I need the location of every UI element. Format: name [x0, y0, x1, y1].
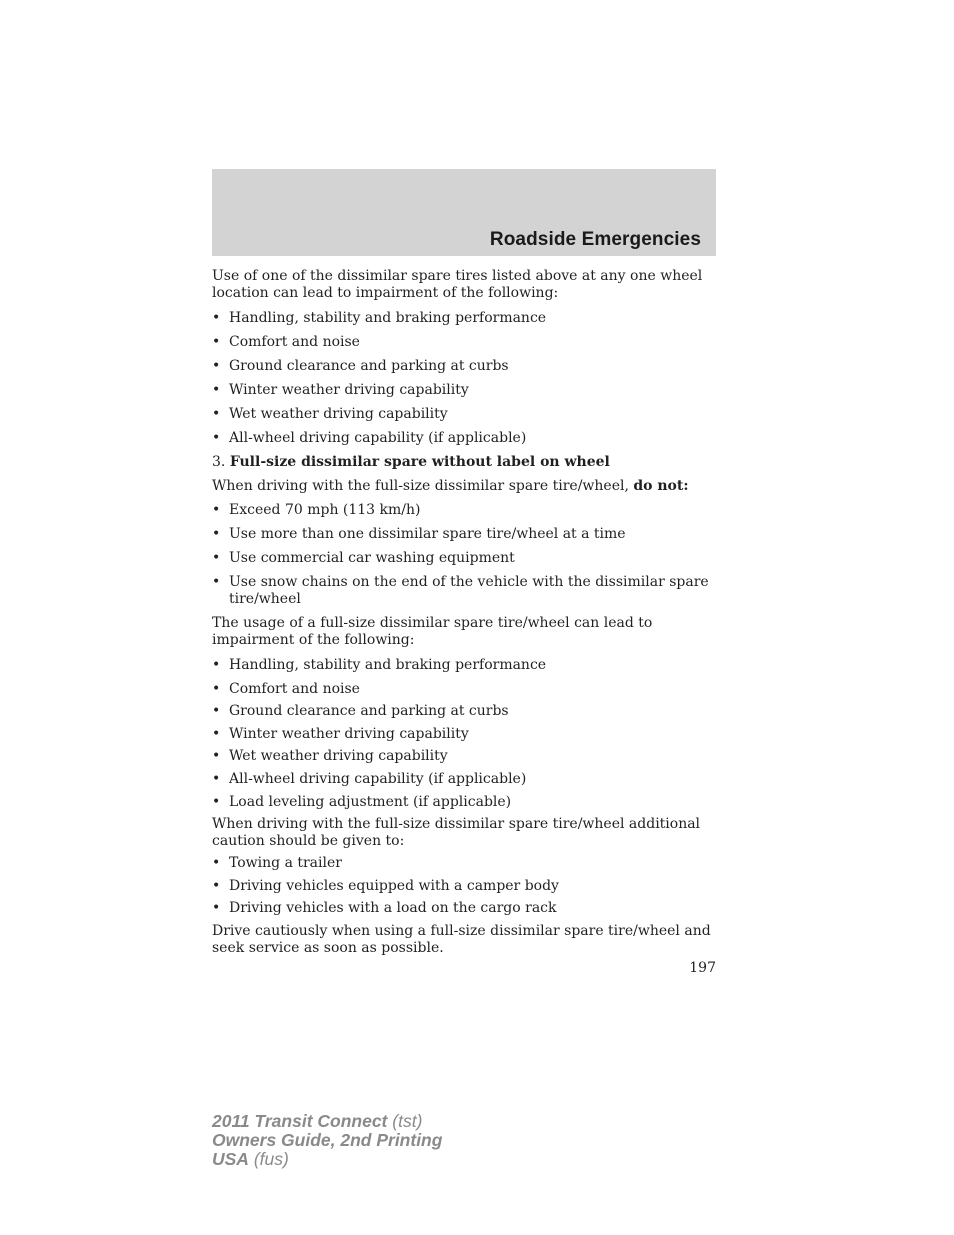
footer-line-1: 2011 Transit Connect (tst) — [212, 1111, 423, 1131]
bullet-icon: • — [212, 502, 221, 518]
bullet-icon: • — [212, 748, 221, 764]
footer-line-3: USA (fus) — [212, 1149, 289, 1169]
bullet-icon: • — [212, 657, 221, 673]
usage-line-2: impairment of the following: — [212, 632, 415, 648]
closing-line-2: seek service as soon as possible. — [212, 940, 444, 956]
closing-paragraph — [212, 923, 716, 957]
bullet-icon: • — [212, 900, 221, 916]
intro-line-1: Use of one of the dissimilar spare tires listed above at any one wheel — [212, 268, 703, 284]
caution-line-1: When driving with the full-size dissimilar spare tire/wheel additional — [212, 816, 701, 832]
usage-paragraph — [212, 615, 716, 649]
bullet-icon: • — [212, 526, 221, 542]
caution-line-2: caution should be given to: — [212, 833, 405, 849]
bullet-icon: • — [212, 726, 221, 742]
section-heading-text: Full-size dissimilar spare without label on wheel — [229, 454, 610, 470]
bullet-icon: • — [212, 574, 221, 590]
bullet-icon: • — [212, 334, 221, 350]
intro-line-2: location can lead to impairment of the following: — [212, 285, 559, 301]
bullet-icon: • — [212, 878, 221, 894]
closing-line-1: Drive cautiously when using a full-size dissimilar spare tire/wheel and — [212, 923, 711, 939]
intro-paragraph — [212, 268, 716, 302]
section-title: Roadside Emergencies — [489, 229, 701, 250]
do-not-paragraph — [212, 478, 716, 495]
section-number: 3. — [212, 454, 226, 470]
bullet-icon: • — [212, 681, 221, 697]
do-not-text: When driving with the full-size dissimilar spare tire/wheel, — [212, 478, 629, 494]
bullet-icon: • — [212, 771, 221, 787]
bullet-icon: • — [212, 430, 221, 446]
page-number: 197 — [689, 960, 716, 976]
section-3-heading — [212, 454, 716, 471]
caution-paragraph — [212, 816, 716, 850]
bullet-icon: • — [212, 310, 221, 326]
usage-line-1: The usage of a full-size dissimilar spare tire/wheel can lead to — [212, 615, 653, 631]
do-not-emphasis: do not: — [633, 478, 689, 494]
bullet-icon: • — [212, 855, 221, 871]
section-header-band — [212, 169, 716, 256]
bullet-icon: • — [212, 794, 221, 810]
bullet-icon: • — [212, 358, 221, 374]
bullet-icon: • — [212, 703, 221, 719]
document-footer — [212, 1112, 442, 1169]
bullet-icon: • — [212, 550, 221, 566]
bullet-icon: • — [212, 406, 221, 422]
bullet-icon: • — [212, 382, 221, 398]
footer-line-2: Owners Guide, 2nd Printing — [212, 1130, 443, 1150]
